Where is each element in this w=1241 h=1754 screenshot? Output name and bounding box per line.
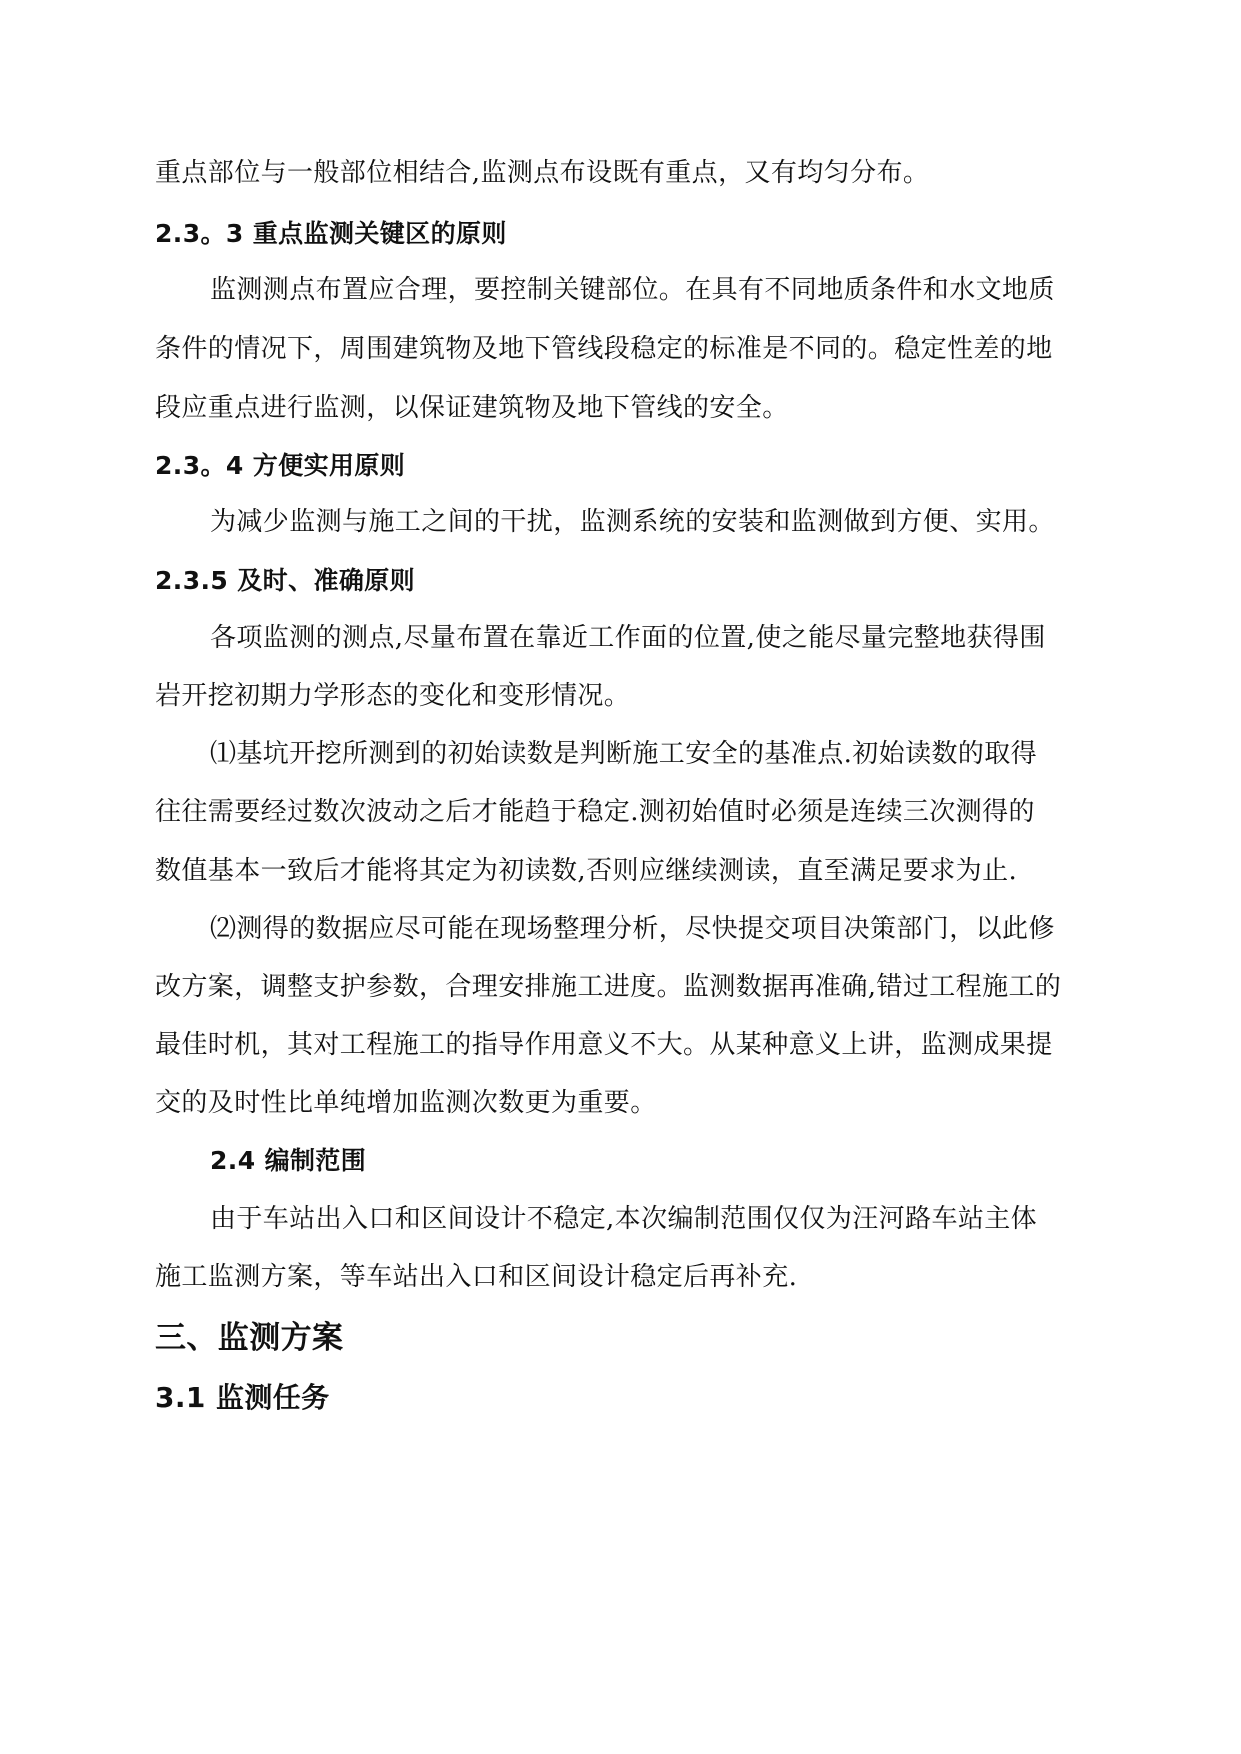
list-item-2-line: 最佳时机，其对工程施工的指导作用意义不大。从某种意义上讲，监测成果提 [155,1030,1053,1060]
list-item-1-line: ⑴基坑开挖所测到的初始读数是判断施工安全的基准点.初始读数的取得 [210,739,1038,769]
body-text-line: 岩开挖初期力学形态的变化和变形情况。 [155,681,631,711]
body-text-line: 由于车站出入口和区间设计不稳定,本次编制范围仅仅为汪河路车站主体 [210,1204,1038,1234]
list-item-1-line: 数值基本一致后才能将其定为初读数,否则应继续测读，直至满足要求为止. [155,856,1018,886]
body-text-line: 监测测点布置应合理，要控制关键部位。在具有不同地质条件和水文地质 [210,275,1055,305]
list-item-2-line: 交的及时性比单纯增加监测次数更为重要。 [155,1088,657,1118]
body-text-line: 条件的情况下，周围建筑物及地下管线段稳定的标准是不同的。稳定性差的地 [155,334,1053,364]
list-item-2-line: 改方案，调整支护参数，合理安排施工进度。监测数据再准确,错过工程施工的 [155,972,1062,1002]
chapter-heading: 三、监测方案 [155,1320,344,1356]
body-text-line: 段应重点进行监测，以保证建筑物及地下管线的安全。 [155,393,789,423]
section-heading-2-4: 2.4 编制范围 [210,1146,367,1175]
body-text-line: 各项监测的测点,尽量布置在靠近工作面的位置,使之能尽量完整地获得围 [210,623,1046,653]
section-heading-2-3-5: 2.3.5 及时、准确原则 [155,566,416,595]
body-text-line: 施工监测方案，等车站出入口和区间设计稳定后再补充. [155,1262,798,1292]
section-heading-2-3-4: 2.3。4 方便实用原则 [155,451,406,480]
list-item-2-line: ⑵测得的数据应尽可能在现场整理分析，尽快提交项目决策部门，以此修 [210,914,1055,944]
section-heading-3-1: 3.1 监测任务 [155,1381,330,1414]
list-item-1-line: 往往需要经过数次波动之后才能趋于稳定.测初始值时必须是连续三次测得的 [155,797,1035,827]
section-heading-2-3-3: 2.3。3 重点监测关键区的原则 [155,219,507,248]
body-text-line: 为减少监测与施工之间的干扰，监测系统的安装和监测做到方便、实用。 [210,507,1055,537]
body-text-line: 重点部位与一般部位相结合,监测点布设既有重点，又有均匀分布。 [155,158,930,188]
